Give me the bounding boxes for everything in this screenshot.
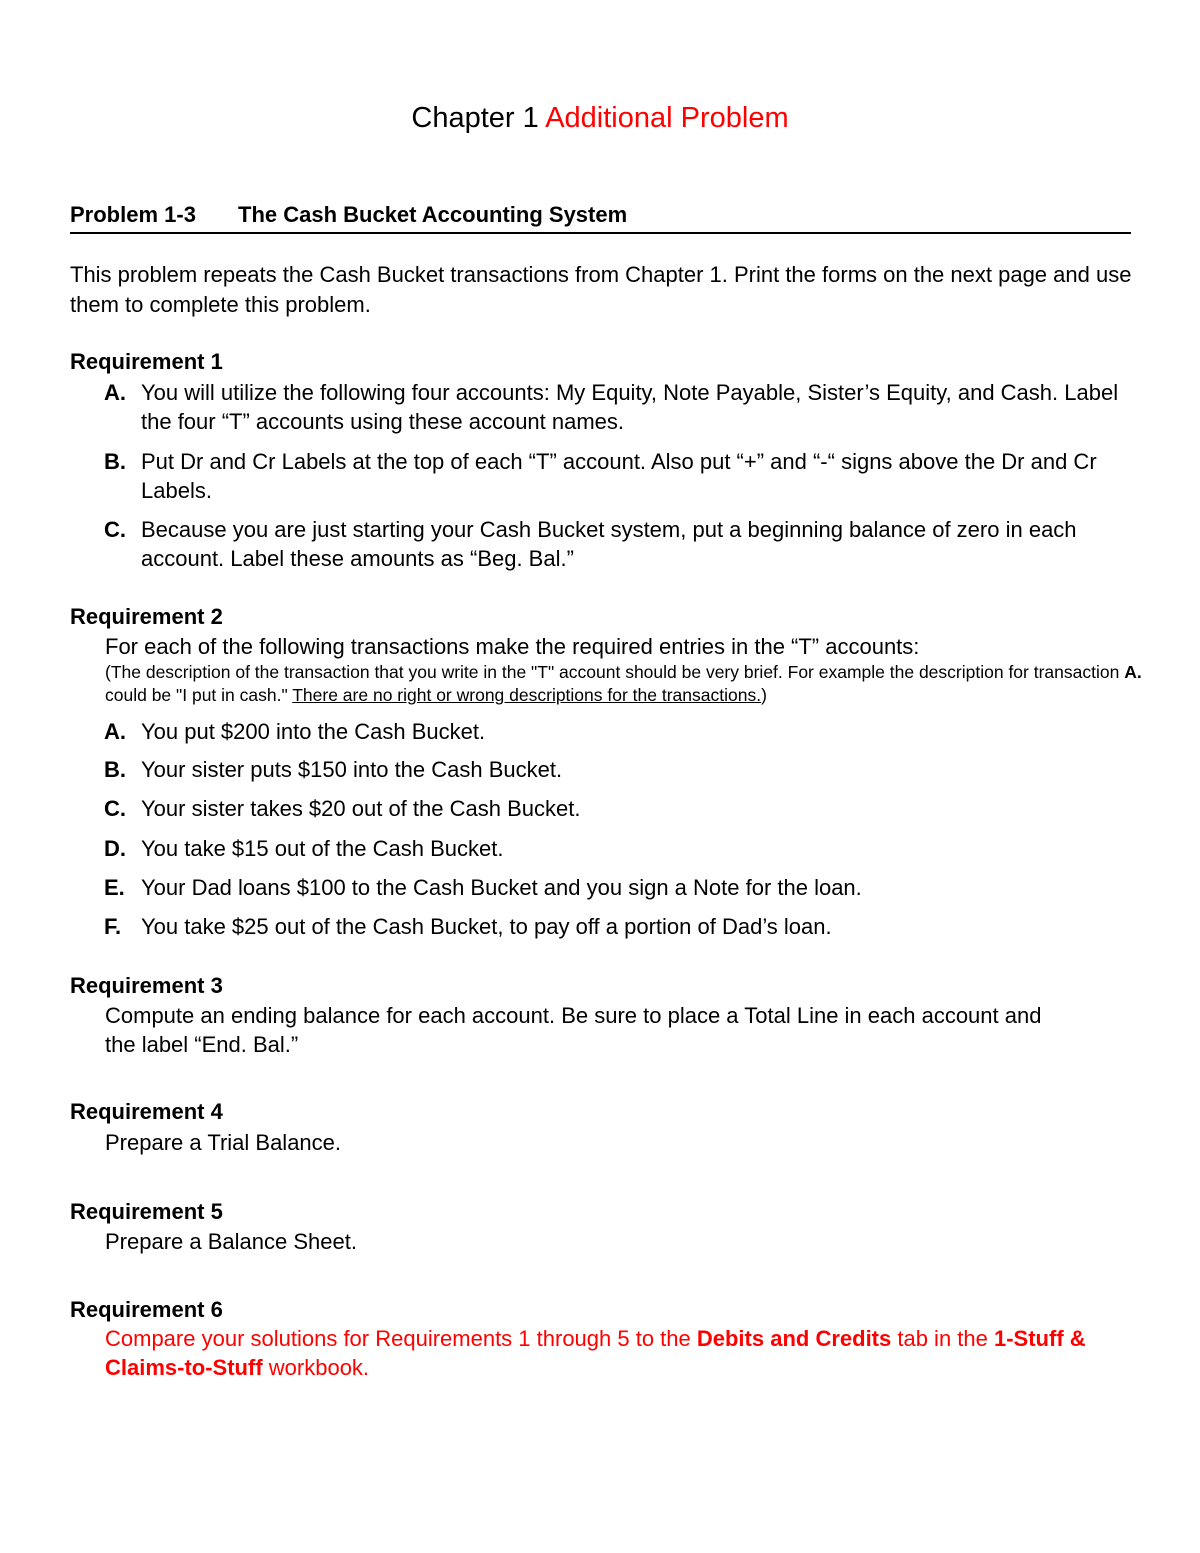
page-title [0, 98, 1200, 138]
req1-item-b [104, 447, 1134, 505]
req1-item-c-label: C. [104, 517, 126, 542]
req2-item-f-label: F. [104, 914, 122, 939]
req3-text: Compute an ending balance for each account. Be sure to place a Total Line in each account and the label “End. Bal.” [105, 1003, 1042, 1057]
req1-item-b-text: Put Dr and Cr Labels at the top of each “T” account. Also put “+” and “-“ signs above the Dr and Cr Labels. [141, 449, 1097, 503]
req6-text [105, 1324, 1145, 1382]
title-chapter: Chapter 1 [411, 102, 539, 134]
req6-bold-debits-credits: Debits and Credits [696, 1326, 892, 1351]
req1-item-b-label: B. [104, 449, 126, 474]
req2-note-close: ) [761, 685, 767, 705]
req2-item-b-text: Your sister puts $150 into the Cash Bucket. [141, 757, 563, 782]
req2-note [105, 661, 1145, 707]
req2-title: Requirement 2 [70, 604, 223, 629]
req4-text: Prepare a Trial Balance. [105, 1130, 342, 1155]
problem-number: Problem 1-3 [70, 202, 196, 227]
req2-note-part2: could be "I put in cash." [105, 685, 293, 705]
req6-text-part3: workbook. [262, 1355, 370, 1380]
req2-item-b [104, 755, 1134, 784]
req2-note-underlined: There are no right or wrong descriptions for the transactions. [292, 685, 762, 705]
req2-item-c-text: Your sister takes $20 out of the Cash Bucket. [141, 796, 581, 821]
req1-item-a-text: You will utilize the following four accounts: My Equity, Note Payable, Sister’s Equity, and Cash. Label the four “T” accounts using these account names. [141, 380, 1119, 434]
req1-item-a-label: A. [104, 380, 126, 405]
req1-item-a [104, 378, 1134, 436]
req2-instruction: For each of the following transactions make the required entries in the “T” accounts: [105, 634, 920, 659]
req5-title: Requirement 5 [70, 1199, 223, 1224]
title-additional-problem: Additional Problem [545, 102, 789, 134]
intro-paragraph: This problem repeats the Cash Bucket transactions from Chapter 1. Print the forms on the next page and use them to complete this problem. [70, 262, 1132, 317]
req2-item-c [104, 794, 1134, 823]
req1-item-c [104, 515, 1134, 573]
req2-item-f-text: You take $25 out of the Cash Bucket, to pay off a portion of Dad’s loan. [141, 914, 832, 939]
req5-text: Prepare a Balance Sheet. [105, 1229, 357, 1254]
req2-item-e [104, 873, 1134, 902]
req2-item-a-label: A. [104, 719, 126, 744]
req2-item-e-label: E. [104, 875, 125, 900]
req6-bold-workbook-name: 1-Stuff & Claims-to-Stuff [105, 1326, 1086, 1380]
req6-text-part1: Compare your solutions for Requirements 1 through 5 to the [105, 1326, 697, 1351]
req2-item-a [104, 717, 1134, 746]
req3-title: Requirement 3 [70, 973, 223, 998]
req2-item-a-text: You put $200 into the Cash Bucket. [141, 719, 486, 744]
req6-title: Requirement 6 [70, 1297, 223, 1322]
req2-item-c-label: C. [104, 796, 126, 821]
req2-item-d [104, 834, 1134, 863]
req4-title: Requirement 4 [70, 1099, 223, 1124]
req2-item-f [104, 912, 1134, 941]
req2-item-d-text: You take $15 out of the Cash Bucket. [141, 836, 504, 861]
req2-item-b-label: B. [104, 757, 126, 782]
req1-title: Requirement 1 [70, 349, 223, 374]
req2-note-part1: (The description of the transaction that you write in the "T" account should be very brief. For example the description for transaction [105, 662, 1125, 682]
req1-item-c-text: Because you are just starting your Cash Bucket system, put a beginning balance of zero in each account. Label these amounts as “Beg. Bal.” [141, 517, 1077, 571]
req6-text-part2: tab in the [891, 1326, 994, 1351]
problem-heading [70, 198, 1131, 234]
problem-name: The Cash Bucket Accounting System [238, 202, 628, 227]
req2-item-d-label: D. [104, 836, 126, 861]
req2-item-e-text: Your Dad loans $100 to the Cash Bucket and you sign a Note for the loan. [141, 875, 862, 900]
req2-note-bold: A. [1124, 662, 1142, 682]
